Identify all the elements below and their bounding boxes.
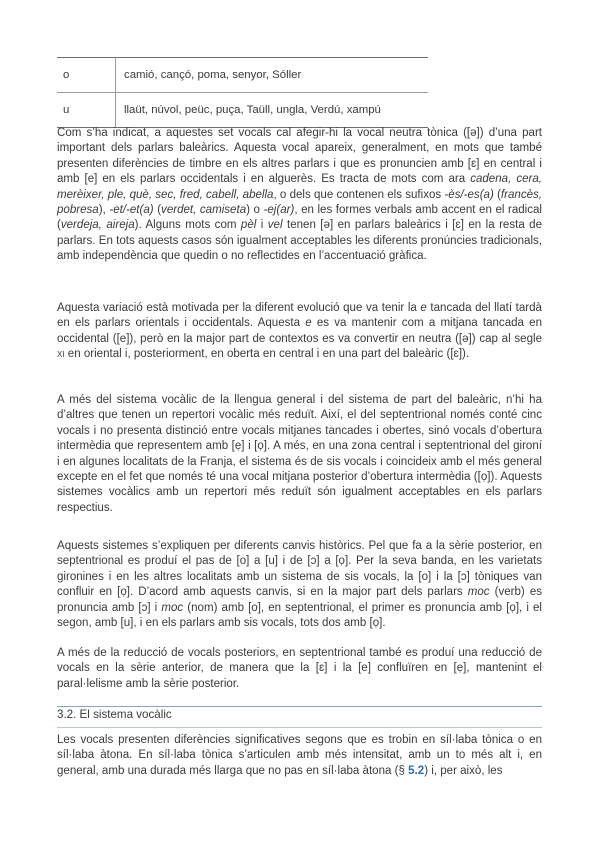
table-row [57,93,428,128]
table-cell-vowel: o [57,58,116,93]
vowel-examples-table [57,57,428,128]
paragraph-variation: Aquesta variació està motivada per la diferent evolució que va tenir la e tancada del llatí tardà en els parlars orientals i occidentals. Aquesta e es va mantenir com a mitjana tancada en occidental ([e]), però en la major part de contextos es va convertir en neutra ([ə]) cap al segle xi en oriental i, posteriorment, en oberta en central i en una part del baleàric ([ɛ]). [57,302,543,361]
section-rule-top [57,706,542,707]
section-rule-bottom [57,727,542,728]
section-heading: 3.2. El sistema vocàlic [57,708,172,721]
section-reference-link[interactable]: 5.2 [408,764,425,777]
paragraph-historical-changes: Aquests sistemes s’expliquen per diferents canvis històrics. Pel que fa a la sèrie posterior, en septentrional es produí el pas de [o] a [u] i de [ɔ] a [ọ]. Per la seva banda, en les varietats gironines i en les altres localitats amb un sistema de sis vocals, la [o] i la [ɔ] tòniques van confluir en [ọ]. D’acord amb aquests canvis, si en la major part dels parlars moc (verb) es pronuncia amb [ɔ] i moc (nom) amb [o], en septentrional, el primer es pronuncia amb [ọ], i el segon, amb [u], i en els parlars amb sis vocals, tots dos amb [ọ]. [57,540,543,630]
paragraph-anterior-reduction: A més de la reducció de vocals posteriors, en septentrional també es produí una reducció de vocals en la sèrie anterior, de manera que la [ɛ] i la [e] confluïren en [ẹ], mantenint el paral·lelisme amb la sèrie posterior. [57,647,542,690]
paragraph-reduced-systems: A més del sistema vocàlic de la llengua general i del sistema de part del baleàric, n’hi ha d’altres que tenen un repertori vocàlic més reduït. Així, el del septentrional només conté cinc vocals i no presenta distinció entre vocals mitjanes tancades i obertes, sinó vocals d’obertura intermèdia que representem amb [ẹ] i [ọ]. A més, en una zona central i septentrional del gironí i en algunes localitats de la Franja, el sistema és de sis vocals i coincideix amb el més general excepte en el fet que només té una vocal mitjana posterior d’obertura intermèdia ([ọ]). Aquests sistemes vocàlics amb un repertori més reduït són igualment acceptables en els parlars respectius. [57,394,542,514]
table-cell-examples: llaüt, núvol, peüc, puça, Taüll, ungla, Verdú, xampú [116,93,429,128]
table-cell-examples: camió, cançó, poma, senyor, Sóller [116,58,429,93]
table-cell-vowel: u [57,93,116,128]
table-row [57,58,428,93]
paragraph-stressed-syllables: Les vocals presenten diferències significatives segons que es trobin en síl·laba tònica o en síl·laba àtona. En síl·laba tònica s’articulen amb més intensitat, amb un to més alt i, en general, amb una durada més llarga que no pas en síl·laba àtona (§ 5.2) i, per això, les [57,734,542,777]
paragraph-neutral-vowel: Com s’ha indicat, a aquestes set vocals cal afegir-hi la vocal neutra tònica ([ə]) d’una part important dels parlars baleàrics. Aquesta vocal apareix, generalment, en mots que també presenten diferències de timbre en els altres parlars i que es pronuncien amb [ɛ] en central i amb [e] en els parlars occidentals i en alguerès. Es tracta de mots com ara cadena, cera, merèixer, ple, què, sec, fred, cabell, abella, o dels que contenen els sufixos -ès/-es(a) (francès, pobresa), -et/-et(a) (verdet, camiseta) o -ej(ar), en les formes verbals amb accent en el radical (verdeja, aireja). Alguns mots com pèl i vel tenen [ə] en parlars baleàrics i [ɛ] en la resta de parlars. En tots aquests casos són igualment acceptables les diferents pronúncies tradicionals, amb independència que quedin o no reflectides en l’accentuació gràfica. [57,127,543,263]
